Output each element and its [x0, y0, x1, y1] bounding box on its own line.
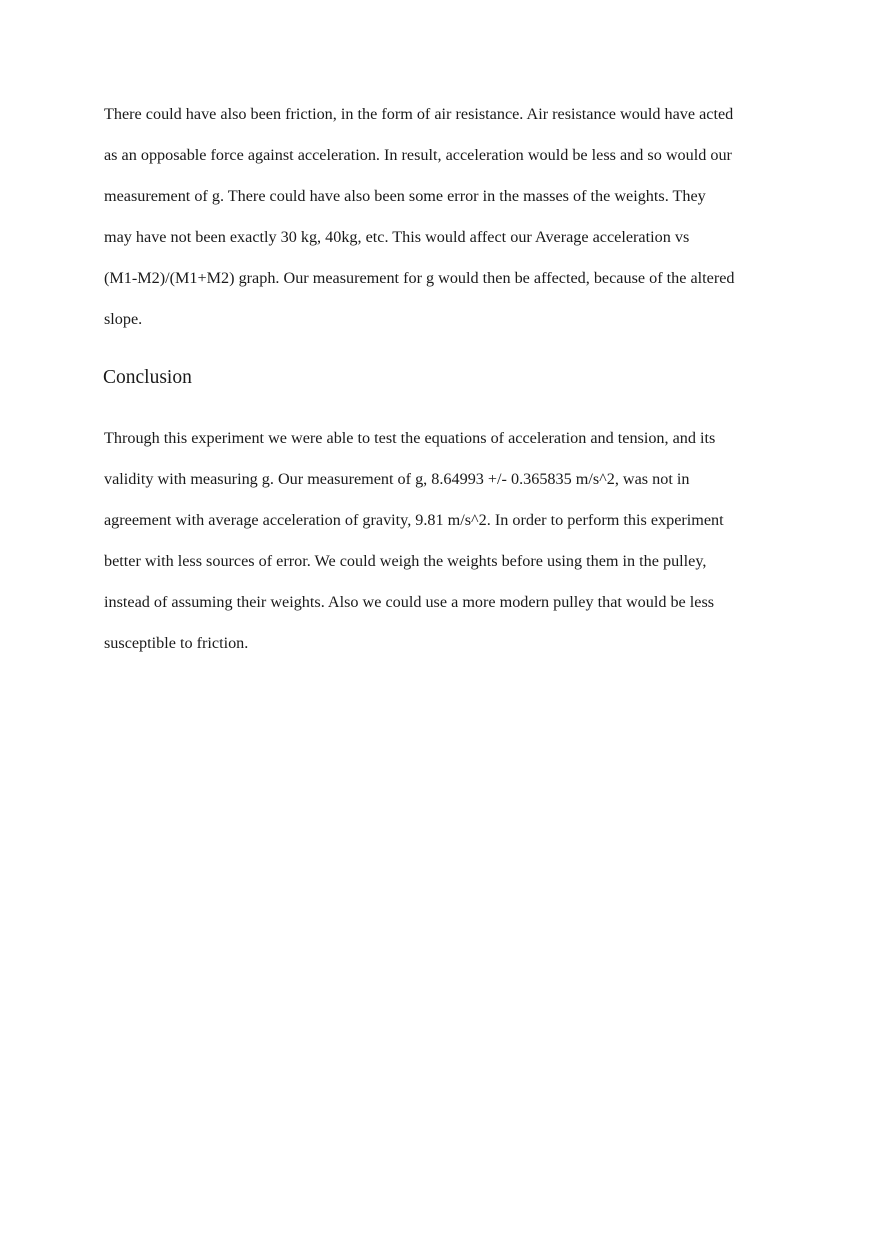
text-line: slope.: [104, 310, 143, 328]
text-line: may have not been exactly 30 kg, 40kg, etc. This would affect our Average acceleration vs: [104, 228, 690, 246]
text-line: susceptible to friction.: [104, 634, 249, 652]
discussion-paragraph: [104, 101, 794, 347]
text-line: There could have also been friction, in the form of air resistance. Air resistance would have acted: [104, 105, 734, 123]
text-line: Through this experiment we were able to test the equations of acceleration and tension, and its: [104, 429, 716, 447]
text-line: instead of assuming their weights. Also we could use a more modern pulley that would be less: [104, 593, 715, 611]
text-line: better with less sources of error. We could weigh the weights before using them in the pulley,: [104, 552, 707, 570]
text-line: validity with measuring g. Our measurement of g, 8.64993 +/- 0.365835 m/s^2, was not in: [104, 470, 690, 488]
text-line: (M1-M2)/(M1+M2) graph. Our measurement for g would then be affected, because of the altered: [104, 269, 735, 287]
conclusion-paragraph: [104, 425, 794, 671]
text-line: as an opposable force against acceleration. In result, acceleration would be less and so would our: [104, 146, 732, 164]
text-line: agreement with average acceleration of gravity, 9.81 m/s^2. In order to perform this experiment: [104, 511, 724, 529]
conclusion-heading: Conclusion: [103, 367, 192, 388]
text-line: measurement of g. There could have also been some error in the masses of the weights. They: [104, 187, 706, 205]
